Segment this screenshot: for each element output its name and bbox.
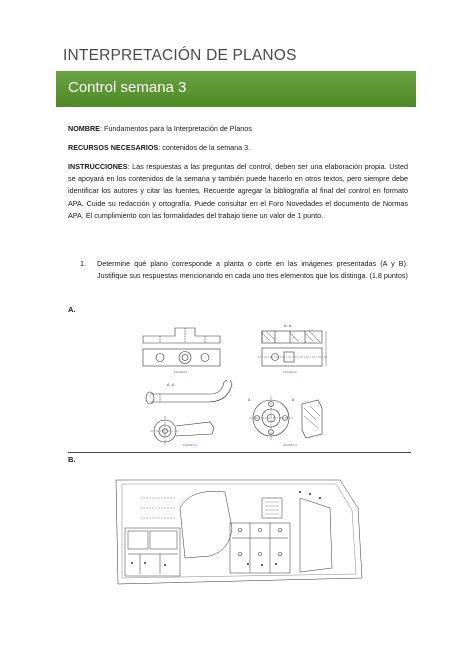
figure-1-drawing: [143, 328, 220, 366]
figure-2-caption: FIGURA 2: [283, 370, 297, 374]
question-text: Determine qué plano corresponde a planta o corte en las imágenes presentadas (A y B). Justifique sus respuestas mencionando en cada uno tres elementos que los distinga. (1,8 puntos): [97, 259, 408, 281]
figure-4-drawing: [249, 396, 322, 440]
figure-3-section-mark: A - A: [167, 383, 175, 387]
question-1: [80, 258, 408, 282]
recursos-field: [68, 143, 250, 152]
nombre-value: : Fundamentos para la Interpretación de Planos: [99, 124, 252, 133]
figure-1-caption: FIGURA 1: [174, 370, 188, 374]
section-b-site-plan: [0, 468, 474, 598]
section-divider: [68, 452, 411, 453]
figure-2-drawing: [258, 331, 327, 366]
page-header: INTERPRETACIÓN DE PLANOS: [63, 47, 297, 64]
figure-4-mark-a-right: A: [292, 398, 295, 402]
figure-3-drawing: [146, 380, 232, 446]
section-a-drawings: [0, 318, 474, 448]
section-b-label: B.: [68, 455, 76, 464]
section-a-label: A.: [68, 305, 76, 314]
figure-3-caption: FIGURA 3: [183, 443, 197, 447]
title-banner: [56, 71, 416, 107]
instrucciones-label: INSTRUCCIONES: [68, 162, 128, 171]
figure-4-caption: FIGURA 4: [283, 443, 297, 447]
instructions-paragraph: [68, 161, 408, 222]
page-title: Control semana 3: [68, 79, 187, 96]
nombre-label: NOMBRE: [68, 124, 100, 133]
recursos-value: : contenidos de la semana 3.: [158, 143, 251, 152]
figure-2-section-mark: A - A: [284, 324, 292, 328]
question-number: 1.: [80, 259, 86, 268]
figure-4-mark-a-left: A: [248, 398, 251, 402]
instrucciones-text: : Las respuestas a las preguntas del control, deben ser una elaboración propia. Usted se apoyará en los contenidos de la semana y también puede hacerlo en otros textos, pero siempre debe identificar los autores y citar las fuentes. Recuerde agregar la bibliografía al final del control en formato APA. Cuide su redacción y ortografía. Puede consultar en el Foro Novedades el documento de Normas APA. El cumplimiento con las formalidades del trabajo tiene un valor de 1 punto.: [68, 162, 408, 220]
nombre-field: [68, 124, 252, 133]
recursos-label: RECURSOS NECESARIOS: [68, 143, 159, 152]
